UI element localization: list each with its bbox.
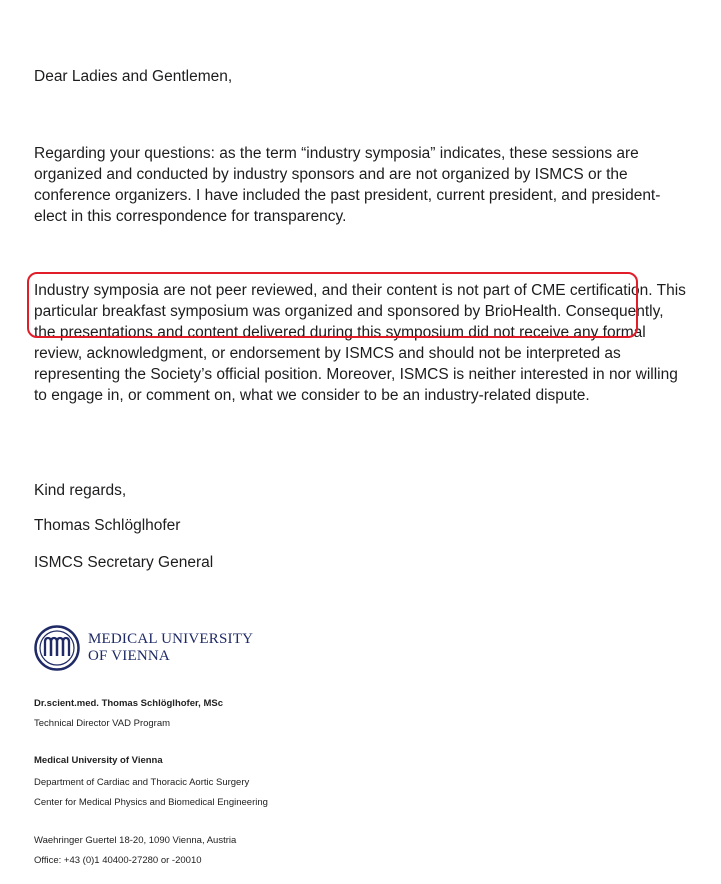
signature-institution: Medical University of Vienna xyxy=(34,755,163,766)
paragraph-1: Regarding your questions: as the term “industry symposia” indicates, these sessions are organized and conducted by industry sponsors and are not organized by ISMCS or the conference organizers. I have included the past president, current president, and president-elect in this correspondence for transparency. xyxy=(34,145,661,225)
signature-title: Technical Director VAD Program xyxy=(34,718,171,729)
signature-name: Dr.scient.med. Thomas Schlöglhofer, MSc xyxy=(34,698,223,709)
logo-line-2: OF VIENNA xyxy=(88,648,170,664)
medical-university-vienna-seal-icon xyxy=(34,625,80,671)
highlight-box xyxy=(27,272,638,338)
logo-line-1: MEDICAL UNIVERSITY xyxy=(88,631,254,647)
closing: Kind regards, xyxy=(34,482,127,499)
signature-department-2: Center for Medical Physics and Biomedical Engineering xyxy=(34,797,268,808)
signer-name: Thomas Schlöglhofer xyxy=(34,517,181,534)
signer-role: ISMCS Secretary General xyxy=(34,554,214,571)
signature-address: Waehringer Guertel 18-20, 1090 Vienna, Austria xyxy=(34,835,237,846)
signature-department-1: Department of Cardiac and Thoracic Aortic Surgery xyxy=(34,777,250,788)
paragraph-2: Industry symposia are not peer reviewed, and their content is not part of CME certification. This particular breakfast symposium was organized and sponsored by BrioHealth. Consequently, the presentations and content delivered during this symposium did not receive any formal review, acknowledgment, or endorsement by ISMCS and should not be interpreted as representing the Society’s official position. Moreover, ISMCS is neither interested in nor willing to engage in, or comment on, what we consider to be an industry-related dispute. xyxy=(34,282,686,404)
greeting: Dear Ladies and Gentlemen, xyxy=(34,68,233,85)
university-logo xyxy=(34,625,253,671)
logo-wordmark xyxy=(88,631,253,665)
signature-office: Office: +43 (0)1 40400-27280 or -20010 xyxy=(34,855,202,866)
